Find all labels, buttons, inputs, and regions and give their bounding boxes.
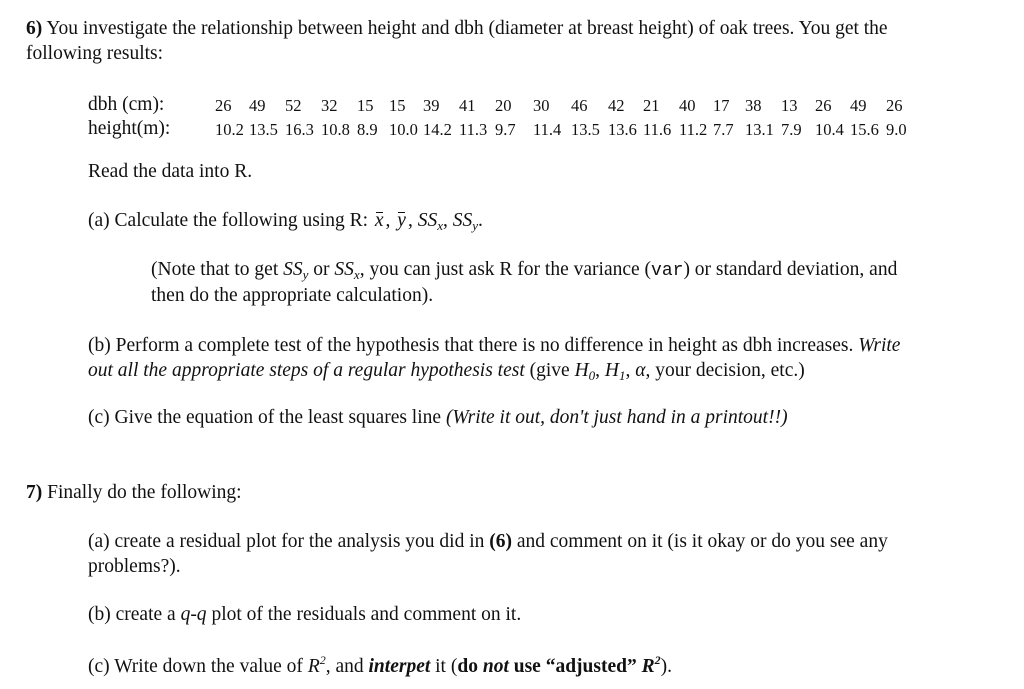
question-6a-text: Calculate the following using R: xyxy=(114,210,368,231)
question-6a-note: (Note that to get $SS_y$ or $SS_x$, you can just ask R for the variance (var) or standard deviation, and xyxy=(151,259,898,282)
dbh-value: 26 xyxy=(815,96,832,115)
dbh-value: 26 xyxy=(886,96,903,115)
height-value: 10.8 xyxy=(321,120,350,139)
question-7-number: 7) xyxy=(26,482,43,503)
height-value: 10.0 xyxy=(389,120,418,139)
height-value: 16.3 xyxy=(285,120,314,139)
question-6a-note-line2: then do the appropriate calculation). xyxy=(151,285,434,306)
question-6b: (b) Perform a complete test of the hypothesis that there is no difference in height as dbh increases. Write xyxy=(88,335,901,356)
dbh-value: 26 xyxy=(215,96,232,115)
question-6b-line2: out all the appropriate steps of a regular hypothesis test (give $H_0$, $H_1$, α, your decision, etc.) xyxy=(88,360,805,383)
height-value: 11.6 xyxy=(643,120,672,139)
ssy-symbol: $SS_y$ xyxy=(452,210,478,233)
height-value: 13.5 xyxy=(249,120,278,139)
dbh-value: 49 xyxy=(249,96,266,115)
height-value: 11.2 xyxy=(679,120,708,139)
dbh-value: 38 xyxy=(745,96,762,115)
dbh-value: 21 xyxy=(643,96,660,115)
question-7c: (c) Write down the value of $R^2$, and interpet it (do not use “adjusted” $R^2$). xyxy=(88,653,672,677)
height-value: 13.1 xyxy=(745,120,774,139)
dbh-value: 15 xyxy=(389,96,406,115)
question-7b: (b) create a q-q plot of the residuals and comment on it. xyxy=(88,604,522,625)
dbh-value: 41 xyxy=(459,96,476,115)
height-value: 9.7 xyxy=(495,120,516,139)
dbh-value: 52 xyxy=(285,96,302,115)
height-value: 10.4 xyxy=(815,120,844,139)
var-code: var xyxy=(651,261,684,281)
dbh-value: 49 xyxy=(850,96,867,115)
height-value: 7.9 xyxy=(781,120,802,139)
dbh-value: 46 xyxy=(571,96,588,115)
question-7-intro: 7) Finally do the following: xyxy=(26,482,242,503)
read-data-instruction: Read the data into R. xyxy=(88,161,253,182)
x-bar: x xyxy=(374,210,384,231)
height-value: 11.3 xyxy=(459,120,488,139)
question-6c: (c) Give the equation of the least squares line (Write it out, don't just hand in a printout!!) xyxy=(88,407,788,428)
height-value: 15.6 xyxy=(850,120,879,139)
question-6a: (a) Calculate the following using R: x , y , $SS_x$, $SS_y$. xyxy=(88,210,483,233)
height-value: 13.6 xyxy=(608,120,637,139)
dbh-value: 30 xyxy=(533,96,550,115)
height-value: 11.4 xyxy=(533,120,562,139)
dbh-value: 39 xyxy=(423,96,440,115)
height-value: 10.2 xyxy=(215,120,244,139)
question-7a: (a) create a residual plot for the analysis you did in (6) and comment on it (is it okay or do you see any xyxy=(88,531,888,552)
question-6-intro xyxy=(26,18,888,40)
question-6a-label: (a) xyxy=(88,210,110,231)
question-6-intro-text: You investigate the relationship between height and dbh (diameter at breast height) of oak trees. You get the xyxy=(46,18,888,39)
dbh-value: 20 xyxy=(495,96,512,115)
height-label: height(m): xyxy=(88,118,171,139)
ssx-symbol: $SS_x$ xyxy=(417,210,443,233)
height-value: 8.9 xyxy=(357,120,378,139)
y-bar: y xyxy=(397,210,406,231)
height-value: 7.7 xyxy=(713,120,734,139)
height-value: 13.5 xyxy=(571,120,600,139)
dbh-value: 17 xyxy=(713,96,730,115)
dbh-value: 40 xyxy=(679,96,696,115)
height-value: 14.2 xyxy=(423,120,452,139)
dbh-value: 15 xyxy=(357,96,374,115)
question-7a-line2: problems?). xyxy=(88,556,181,577)
height-row xyxy=(215,120,916,140)
height-value: 9.0 xyxy=(886,120,907,139)
dbh-row xyxy=(215,96,916,116)
question-6-number: 6) xyxy=(26,18,43,39)
dbh-value: 32 xyxy=(321,96,338,115)
dbh-value: 13 xyxy=(781,96,798,115)
dbh-value: 42 xyxy=(608,96,625,115)
question-6-intro-line2: following results: xyxy=(26,43,164,64)
dbh-label: dbh (cm): xyxy=(88,94,165,115)
